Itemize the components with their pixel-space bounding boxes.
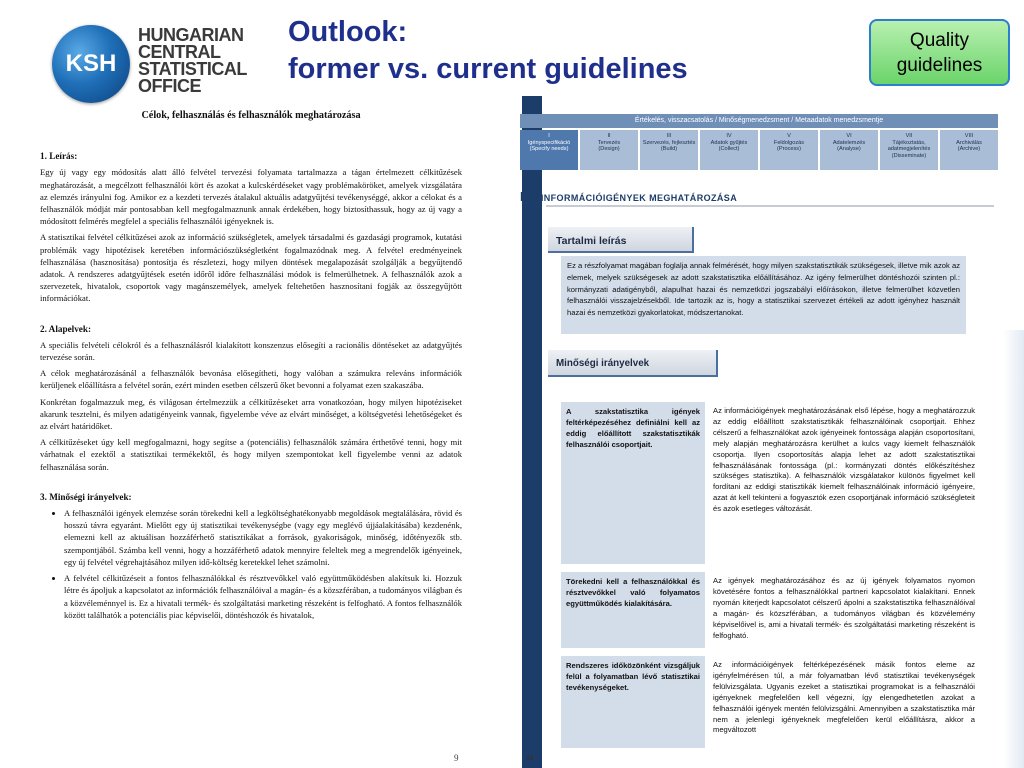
paragraph: Konkrétan fogalmazzuk meg, és világosan értelmezzük a célkitűzéseket arra vonatkozóan, hogy milyen hipotéziseket akarunk tesztelni, és milyen adatigényeink vannak, figyelembe véve az elvárt minőséget, a költségvetési lehetőségeket és az elvárt határidőket. [40,396,462,432]
phase-name: Tájékoztatás, adatmegjelenítés [887,139,931,152]
phase-cell [580,130,638,170]
process-header: Értékelés, visszacsatolás / Minőségmenedzsment / Metaadatok menedzsmentje [520,114,998,128]
phase-cell [760,130,818,170]
section-heading: 3. Minőségi irányelvek: [40,491,132,502]
phase-en: (Collect) [718,146,740,152]
phase-en: (Process) [777,146,801,152]
phase-name: Adatok gyűjtés [710,139,748,146]
phase-num: VIII [964,133,974,139]
left-page-number: 9 [454,753,459,763]
phase-name: Szervezés, fejlesztés [642,139,696,146]
content-description-label: Tartalmi leírás [548,227,694,253]
phase-en: (Analyse) [837,146,861,152]
phase-num: VII [905,133,913,139]
section-heading: 2. Alapelvek: [40,323,92,334]
phase-strip [520,130,998,170]
right-page-number: 16 [526,755,534,762]
guideline-row-right: Az igények meghatározásához és az új igények folyamatos nyomon követésére fontos a felhasználókkal partneri kapcsolatot kialakítani. Ennek nyomán kiterjedt kapcsolatot célszerű ápolni a szakstatisztika felhasználóival a magán- és közszférában, a tudományos világban és közvélemény képviselőivel is, ami a hivatali termék- és szolgáltatási marketing részeként is felfogható. [709,572,979,648]
divider [546,205,994,207]
ksh-logo-emblem [52,25,130,103]
guideline-row-right: Az információigények feltérképezésének másik fontos eleme az igényfelmérésen túl, a már folyamatban lévő statisztikai tevékenységek felülvizsgálata. Ugyanis ezeket a statisztikai programokat is a felhasználói igényeknek megfelelően kell végezni, így elengedhetetlen azokat a felhasználói igények mentén felülvizsgálni. Amennyiben a szakstatisztika már nem a jelenlegi igényeknek megfelelően kerül előállításra, akkor a megváltozott [709,656,979,748]
phase-num: IV [726,133,732,139]
guideline-row-right: Az információigények meghatározásának első lépése, hogy a meghatározzuk az eddig előállított szakstatisztikák felhasználóinak csoportjait. Ehhez célszerű a felhasználókat azok igényeinek fontossága alapján csoportosítani, mely alapján meghatározásra kerülhet a kulcs vagy kiemelt felhasználók csoportja. Ilyen csoportosítás alapja lehet az adott szakstatisztikai felhasználásának fontossága (pl.: kormányzati döntés előkészítéshez szükséges statisztika). A felhasználók vizsgálatakor különös figyelmet kell fordítani az eddigi statisztikák kiemelt felhasználóinak információ igényeire, azat át kell tekinteni a fogyasztók ezen csoportjának információ szükségleteit és azok esetleges változását. [709,402,979,564]
phase-cell [700,130,758,170]
phase-en: (Disseminate) [891,152,927,159]
phase-name: Tervezés [597,139,621,146]
phase-num: III [666,133,672,139]
phase-num: I [548,133,550,139]
phase-cell [820,130,878,170]
phase-en: (Specify needs) [529,146,569,152]
phase-en: (Design) [598,146,620,152]
phase-num: II [607,133,611,139]
former-guidelines-document [40,110,462,760]
phase-name: Feldolgozás [773,139,805,146]
phase-name: Archiválás [956,139,982,146]
logo-line: OFFICE [138,76,201,96]
logo-line: CENTRAL [138,42,221,62]
guideline-row-left: A szakstatisztika igények feltérképezéséhez definiálni kell az eddig előállított szakstatisztikák felhasználói csoportjait. [561,402,705,564]
logo-line: HUNGARIAN [138,25,244,45]
content-description-text: Ez a részfolyamat magában foglalja annak felmérését, hogy milyen szakstatisztikák szükségesek, illetve mik azok az elemek, melyek szükségesek az adott szakstatisztika előállításához. Az igény felmerülhet döntéshozói szinten pl.: kormányzati adatigényből, alapulhat hazai és nemzetközi jogszabályi előírásokon, illetve felmerülhet közvetlen felhasználói visszajelzésekből. Ide tartozik az is, hogy a statisztikai szervezet értékeli az adott igényhez használt hazai és nemzetközi gyakorlatokat, módszertanokat. [561,256,966,334]
logo-abbr: KSH [65,50,117,77]
guideline-list [40,507,462,621]
slide-title [288,14,688,88]
document-title: Célok, felhasználás és felhasználók meghatározása [141,110,361,121]
phase-num: V [787,133,791,139]
paragraph: A speciális felvételi célokról és a felhasználásról kialakított konszenzus elősegíti a racionális döntéseket az adatgyűjtés tervezése során. [40,339,462,363]
phase-num: VI [846,133,852,139]
paragraph: A célok meghatározásánál a felhasználók bevonása elősegítheti, hogy valóban a számukra releváns információk kerüljenek előállításra a felvétel során, ezért minden esetben célszerű őket bevonni a folyamat ezen szakaszába. [40,368,462,391]
logo-wordmark [138,27,258,95]
guideline-row-left: Törekedni kell a felhasználókkal és résztvevőkkel való folyamatos együttműködés kialakítására. [561,572,705,648]
list-item: • A felhasználói igények elemzése során törekedni kell a legköltséghatékonyabb megoldások megtalálására, rövid és hosszú távra egyaránt. Mielőtt egy új statisztikai tevékenységbe (vagy egy meglévő újjáalakításába) kezdenénk, elemezni kell az aktuálisan hozzáférhető statisztikákat a források, gyakoriságok, minőség, időtényezők stb. szempontjából. Számba kell venni, hogy a hozzáférhető adatok mennyire feleltek meg a megrendelők igényeinek, egy új felvétel végrehajtásához milyen idő-költség keretekkel lehet számolni. [64,507,462,568]
phase-cell [640,130,698,170]
paragraph: Egy új vagy egy módosítás alatt álló felvétel tervezési folyamata tartalmazza a tágan értelmezett célkitűzések meghatározását, a megcélzott felhasználói kört és azokat a kulcskérdéseket vagy problémaköröket, amelyek vizsgálatára az elemzés irányulni fog. Amikor ez a kezdeti tervezés átalakul aktuális adatgyűjtési tevékenységgé, akkor a célokat és a felhasználók módját már pontosabban kell megfogalmaznunk annak érdekében, hogy biztosíthassuk, hogy az új vagy a módosított felmérés megfelel a speciális felhasználói igényeknek is. [40,167,462,227]
logo-line: STATISTICAL [138,59,247,79]
phase-en: (Archive) [957,146,981,152]
paragraph: A statisztikai felvétel célkitűzései azok az információ szükségletek, amelyek társadalmi és gazdasági programok, kutatási problémák vagy hipotézisek keretében információszükségletként fogalmazódnak meg. A felvétel eredményeinek felhasználása (hasznosítása) pontosítja és részletezi, hogy milyen döntések megalapozását szolgálják a begyűjtendő adatok. A rendszeres adatgyűjtések esetén időről időre felhasználási módok is felmerülhetnek. A felhasználók azok a szervezetek, hivatalok, csoportok vagy magánszemélyek, amelyek feltehetően hasznosítani fogják az összegyűjtött információkat. [40,232,462,304]
list-item: • A felvétel célkitűzéseit a fontos felhasználókkal és résztvevőkkel való együttműködésben alakítsuk ki. Hozzuk létre és ápoljuk a kapcsolatot az információk felhasználóival a magán- és a közszférában, a tudományos világban és a közvéleménnyel is. Ez a hivatali termék- és szolgáltatási marketing részeként is felfogható. A fontos felhasználók között találhatók a potenciális piac képviselői, döntéshozók és hivatalok, [64,572,462,621]
quality-guidelines-badge[interactable]: Quality guidelines [869,19,1010,86]
quality-guidelines-label: Minőségi irányelvek [548,350,718,377]
title-line-2: former vs. current guidelines [288,53,688,85]
paragraph: A célkitűzéseket úgy kell megfogalmazni, hogy segítse a (potenciális) felhasználók számára érthetővé tenni, hogy mit várhatnak el ezektől a statisztikai termékektől, és hogy milyen szempontokat kell figyelembe venni az adatok felhasználása során. [40,437,462,472]
phase-name: Adatelemzés [832,139,866,146]
phase-en: (Build) [660,146,678,152]
title-line-1: Outlook: [288,16,408,48]
phase-cell [940,130,998,170]
section-heading: 1. Leírás: [40,151,78,162]
phase-cell [520,130,578,170]
section-number: I.1. [520,190,538,204]
guideline-row-left: Rendszeres időközönként vizsgáljuk felül a folyamatban lévő statisztikai tevékenységeket. [561,656,705,748]
section-title: INFORMÁCIÓIGÉNYEK MEGHATÁROZÁSA [540,193,738,203]
section-heading-i1 [520,190,737,204]
phase-cell [880,130,938,170]
phase-name: Igényspecifikáció [527,139,571,146]
decorative-edge [1003,330,1024,768]
